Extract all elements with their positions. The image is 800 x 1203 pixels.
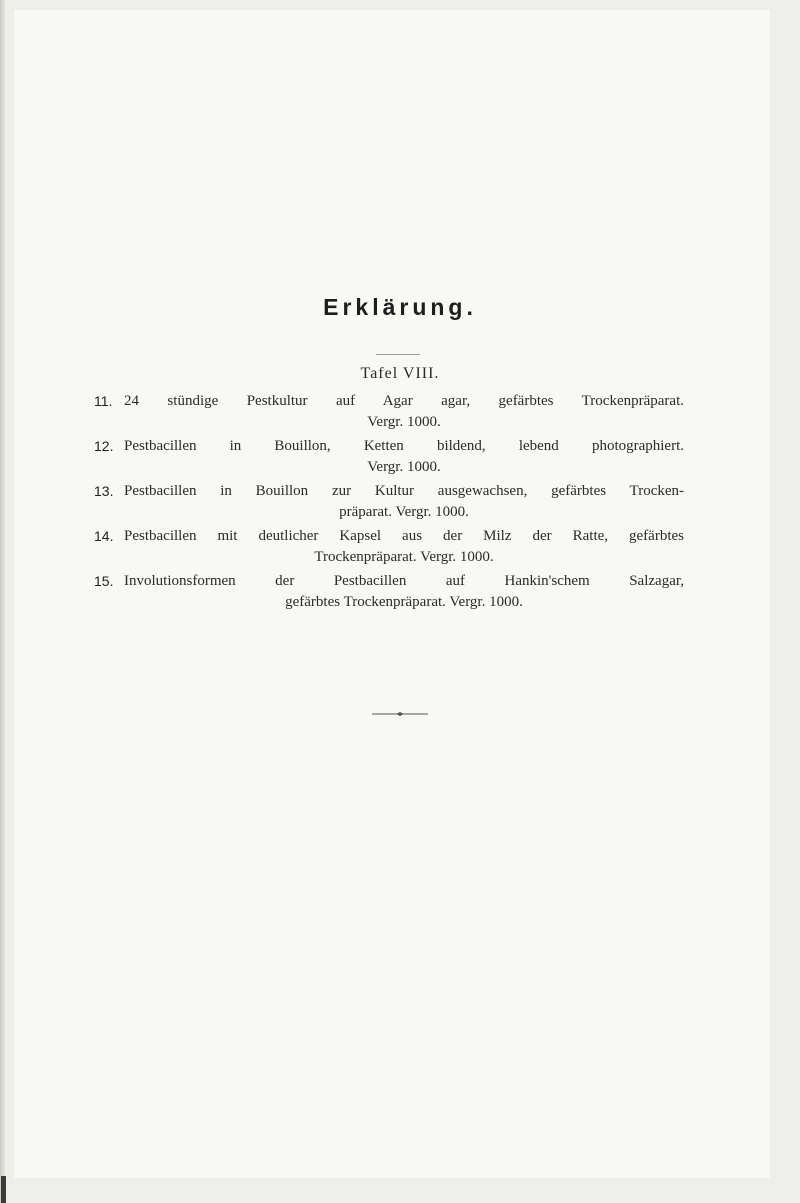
page-heading: Erklärung. xyxy=(323,294,477,320)
entry-text-line2: Vergr. 1000. xyxy=(367,414,441,430)
entry-text-line1: Pestbacillen mit deutlicher Kapsel aus der Milz der Ratte, gefärbtes xyxy=(124,528,684,544)
entry-text-line2: gefärbtes Trockenpräparat. Vergr. 1000. xyxy=(285,594,523,610)
entry-text-line2: Vergr. 1000. xyxy=(367,459,441,475)
entry-12 xyxy=(94,436,684,478)
entry-text-line1: 24 stündige Pestkultur auf Agar agar, gefärbtes Trockenpräparat. xyxy=(124,393,684,409)
entry-13 xyxy=(94,481,684,523)
entry-number: 12. xyxy=(94,438,114,454)
entry-text-line1: Pestbacillen in Bouillon, Ketten bildend, lebend photographiert. xyxy=(124,438,684,454)
entry-text-line2: präparat. Vergr. 1000. xyxy=(339,504,469,520)
entry-number: 13. xyxy=(94,483,114,499)
entry-text-line1: Involutionsformen der Pestbacillen auf Hankin'schem Salzagar, xyxy=(124,573,684,589)
entry-number: 14. xyxy=(94,528,114,544)
entry-list xyxy=(94,391,684,616)
entry-number: 15. xyxy=(94,573,114,589)
entry-11 xyxy=(94,391,684,433)
entry-15 xyxy=(94,571,684,613)
scan-edge-mark xyxy=(1,1176,6,1203)
plate-subtitle: Tafel VIII. xyxy=(360,365,440,382)
entry-14 xyxy=(94,526,684,568)
entry-text-line2: Trockenpräparat. Vergr. 1000. xyxy=(314,549,494,565)
heading-divider xyxy=(376,354,420,355)
entry-text-line1: Pestbacillen in Bouillon zur Kultur ausgewachsen, gefärbtes Trocken- xyxy=(124,483,684,499)
scan-left-edge xyxy=(0,0,5,1203)
end-ornament xyxy=(372,712,428,716)
entry-number: 11. xyxy=(94,393,113,409)
